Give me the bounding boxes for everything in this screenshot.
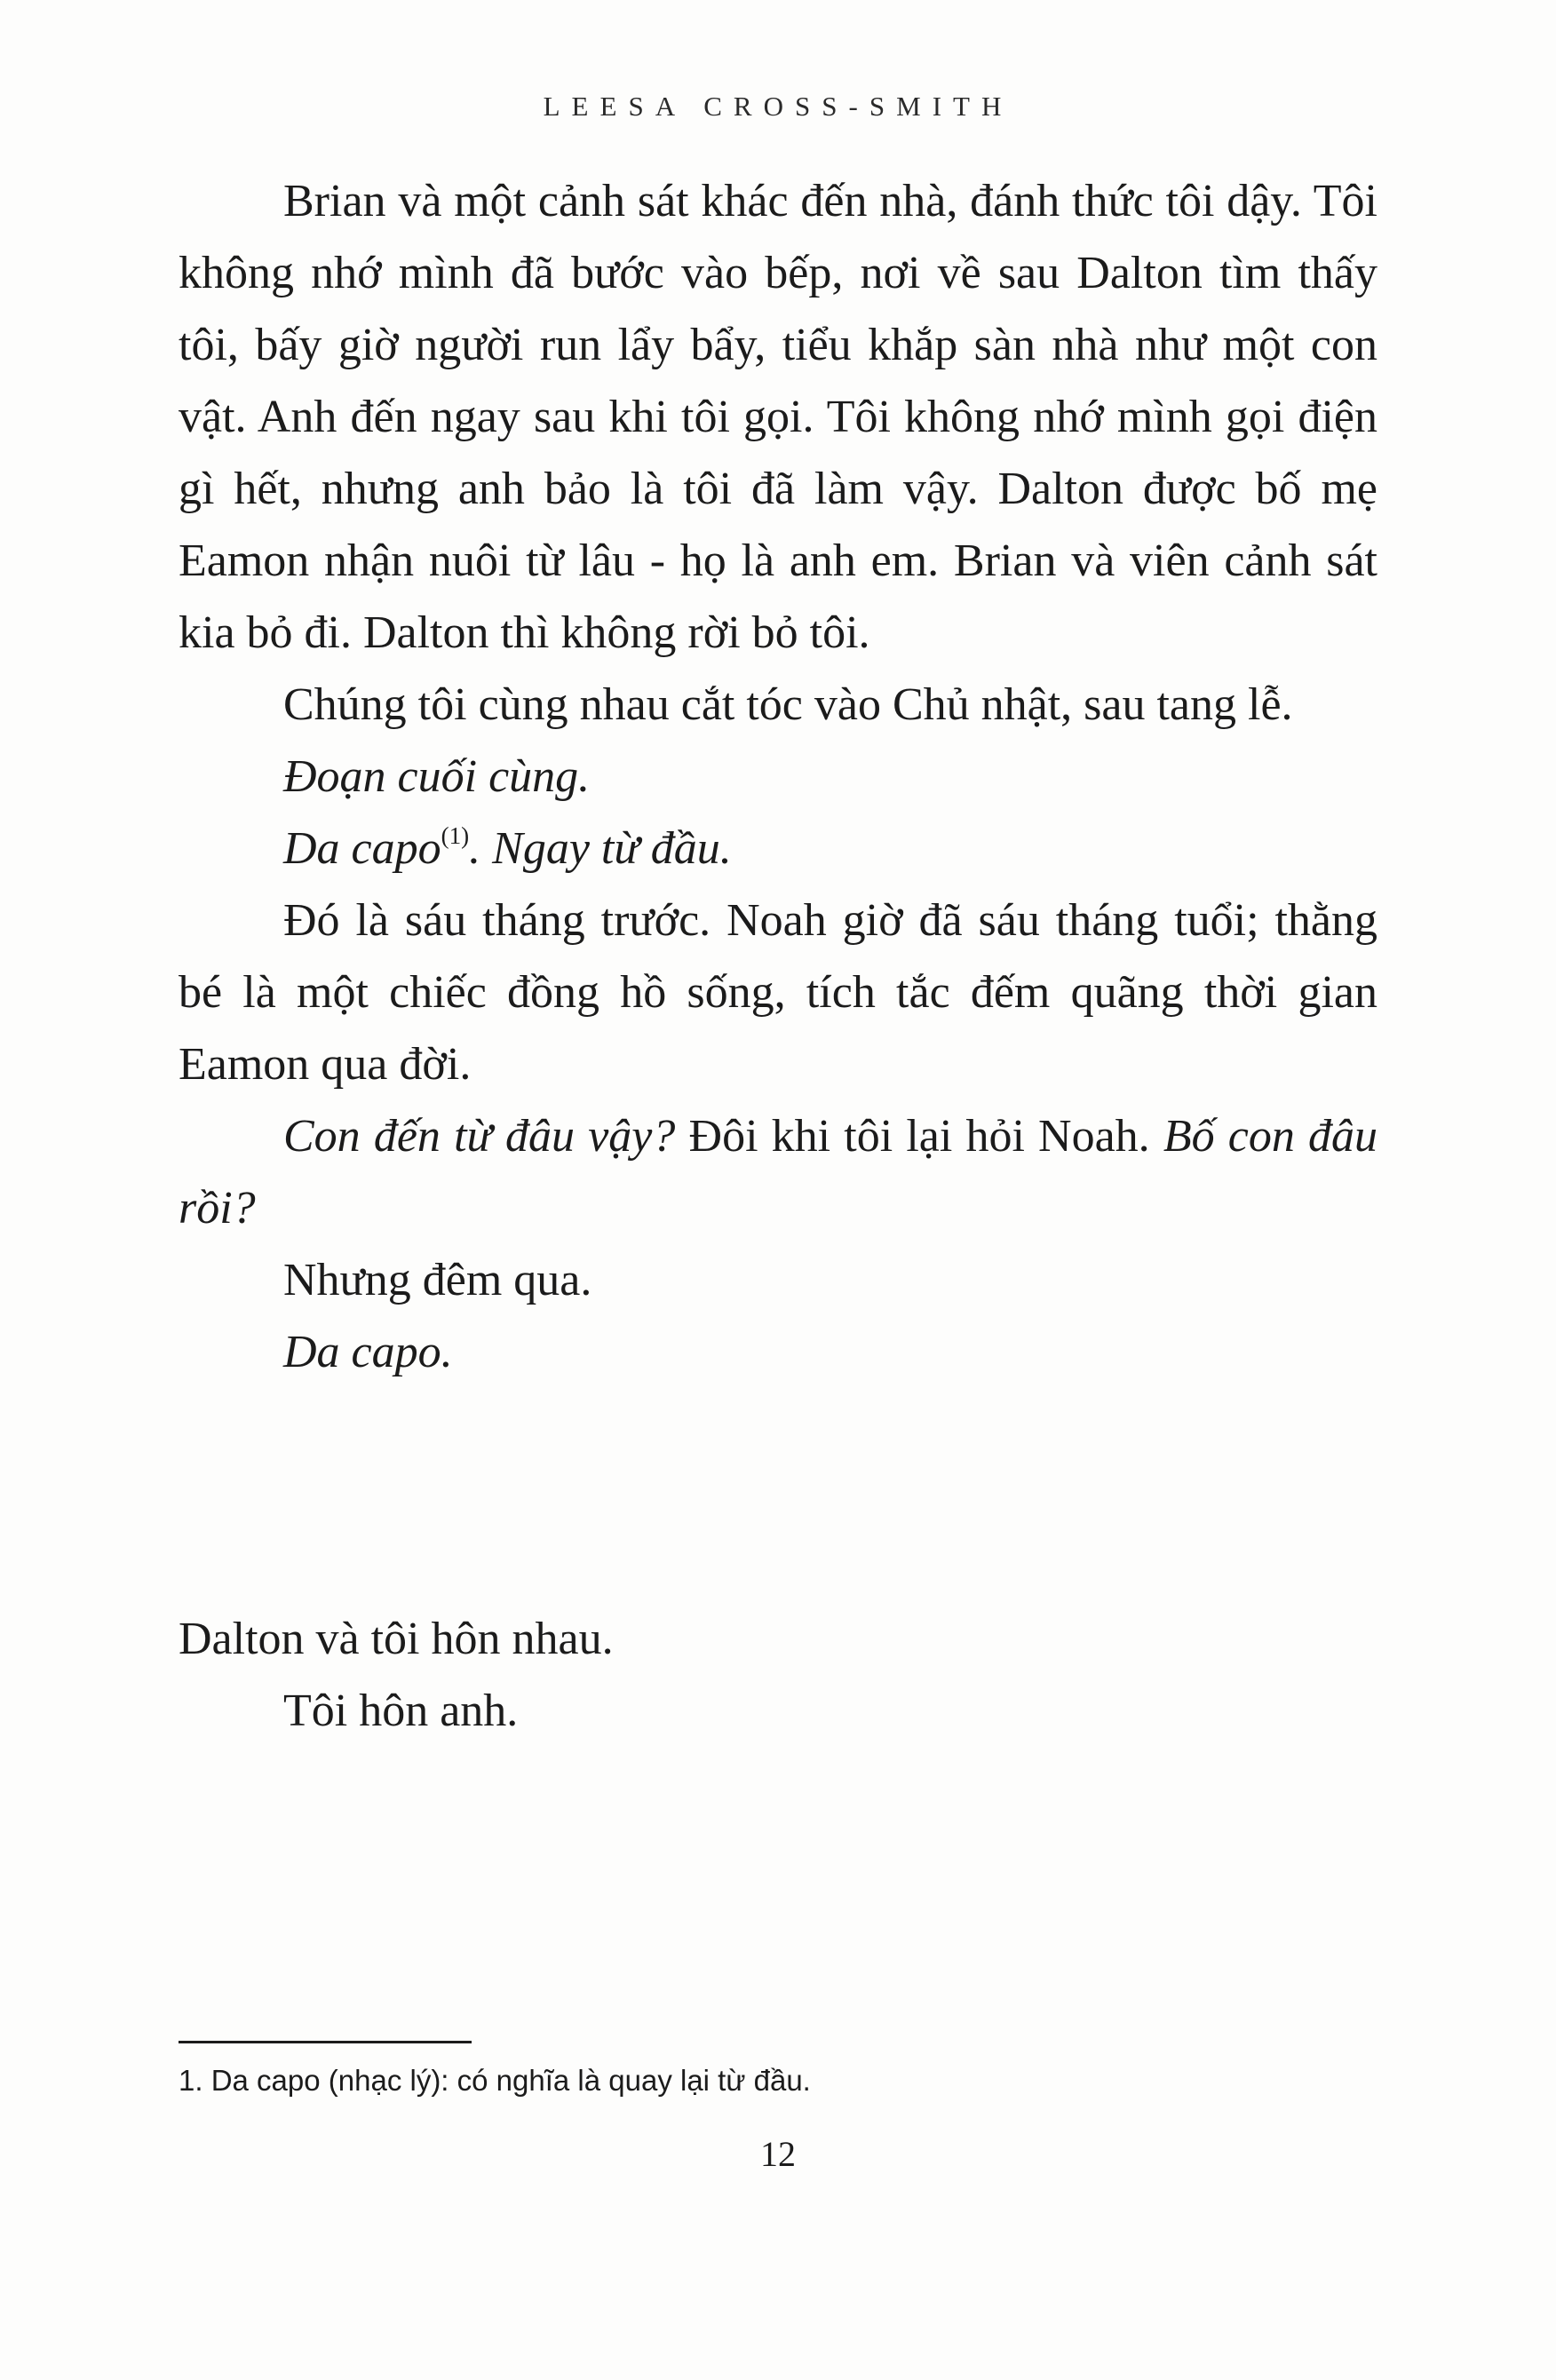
paragraph: Tôi hôn anh. [283, 1686, 519, 1736]
paragraph-text: Con đến từ đâu vậy? [283, 1111, 676, 1162]
page-number: 12 [760, 2134, 796, 2174]
footnote-area [179, 2041, 1377, 2100]
paragraph-text: Đôi khi tôi lại hỏi Noah. [675, 1111, 1163, 1162]
paragraph-text: Da capo [283, 823, 441, 874]
paragraph: Da capo. [283, 1327, 453, 1377]
text-block [179, 165, 1377, 1747]
running-head [0, 0, 1556, 123]
footnote-text: 1. Da capo (nhạc lý): có nghĩa là quay lại từ đầu. [179, 2064, 811, 2097]
paragraph: Chúng tôi cùng nhau cắt tóc vào Chủ nhật, sau tang lễ. [283, 679, 1293, 730]
paragraph-with-footnote-marker [179, 813, 1377, 885]
paragraph-text: Bố con đâu rồi? [179, 1111, 1377, 1234]
paragraph: Đó là sáu tháng trước. Noah giờ đã sáu tháng tuổi; thằng bé là một chiếc đồng hồ sống, tích tắc đếm quãng thời gian Eamon qua đời. [179, 895, 1377, 1090]
paragraph: Nhưng đêm qua. [283, 1255, 592, 1305]
footnote-marker: (1) [441, 821, 470, 849]
paragraph-text: . Ngay từ đầu. [469, 823, 732, 874]
paragraph-mixed-style [179, 1100, 1377, 1244]
running-head-text: LEESA CROSS-SMITH [543, 91, 1013, 122]
paragraph: Dalton và tôi hôn nhau. [179, 1614, 614, 1664]
footnote-divider [179, 2041, 472, 2043]
paragraph: Đoạn cuối cùng. [283, 751, 591, 802]
paragraph: Brian và một cảnh sát khác đến nhà, đánh thức tôi dậy. Tôi không nhớ mình đã bước vào bếp, nơi về sau Dalton tìm thấy tôi, bấy giờ người run lẩy bẩy, tiểu khắp sàn nhà như một con vật. Anh đến ngay sau khi tôi gọi. Tôi không nhớ mình gọi điện gì hết, nhưng anh bảo là tôi đã làm vậy. Dalton được bố mẹ Eamon nhận nuôi từ lâu - họ là anh em. Brian và viên cảnh sát kia bỏ đi. Dalton thì không rời bỏ tôi. [179, 176, 1377, 658]
